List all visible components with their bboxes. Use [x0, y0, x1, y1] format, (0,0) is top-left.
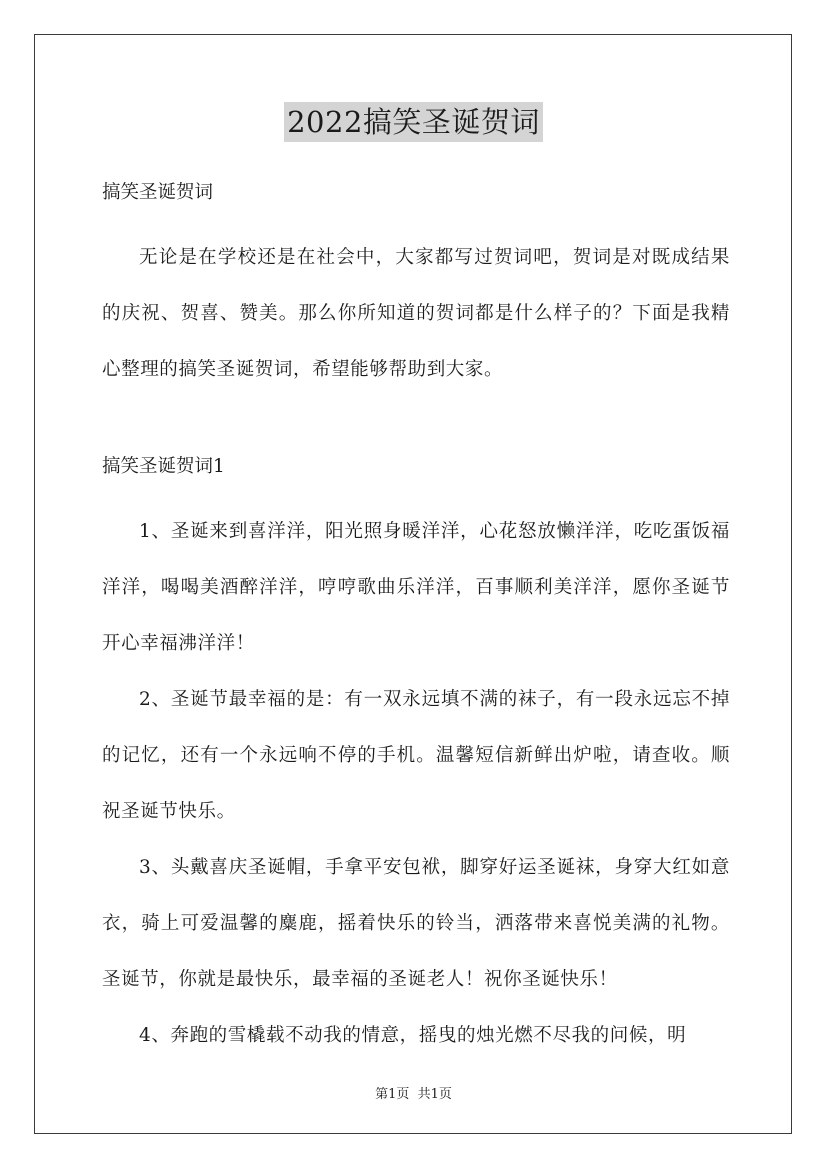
page-footer	[0, 1083, 827, 1102]
subheading: 搞笑圣诞贺词1	[102, 456, 225, 477]
page-number: 第1页 共1页	[375, 1087, 452, 1102]
title-container	[0, 102, 827, 142]
greeting-paragraph-1: 1、圣诞来到喜洋洋，阳光照身暖洋洋，心花怒放懒洋洋，吃吃蛋饭福洋洋，喝喝美酒醉洋洋，哼哼歌曲乐洋洋，百事顺利美洋洋，愿你圣诞节开心幸福沸洋洋！	[102, 521, 730, 654]
section-heading: 搞笑圣诞贺词	[102, 182, 214, 203]
intro-paragraph: 无论是在学校还是在社会中，大家都写过贺词吧，贺词是对既成结果的庆祝、贺喜、赞美。那么你所知道的贺词都是什么样子的？下面是我精心整理的搞笑圣诞贺词，希望能够帮助到大家。	[102, 247, 730, 380]
document-title: 2022搞笑圣诞贺词	[284, 102, 543, 142]
greeting-paragraph-3: 3、头戴喜庆圣诞帽，手拿平安包袱，脚穿好运圣诞袜，身穿大红如意衣，骑上可爱温馨的麋鹿，摇着快乐的铃当，洒落带来喜悦美满的礼物。圣诞节，你就是最快乐，最幸福的圣诞老人！祝你圣诞快乐！	[102, 857, 730, 990]
greeting-paragraph-2: 2、圣诞节最幸福的是：有一双永远填不满的袜子，有一段永远忘不掉的记忆，还有一个永远响不停的手机。温馨短信新鲜出炉啦，请查收。顺祝圣诞节快乐。	[102, 689, 730, 822]
greeting-paragraph-4: 4、奔跑的雪橇载不动我的情意，摇曳的烛光燃不尽我的问候，明	[139, 1025, 687, 1046]
document-body	[102, 174, 730, 1064]
